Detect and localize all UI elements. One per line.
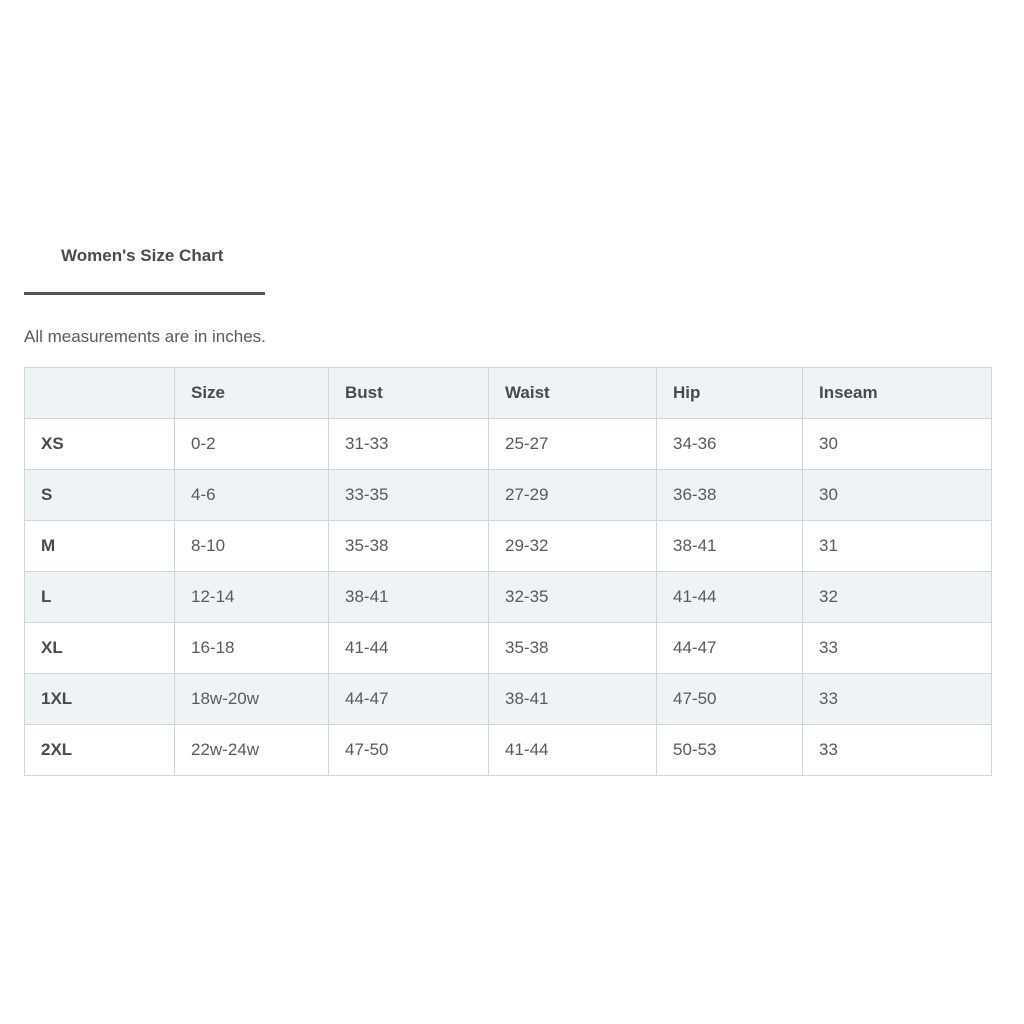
column-header-bust: Bust bbox=[329, 368, 489, 419]
column-header-size: Size bbox=[175, 368, 329, 419]
hip-cell: 41-44 bbox=[657, 572, 803, 623]
column-header-waist: Waist bbox=[489, 368, 657, 419]
table-header-row bbox=[25, 368, 992, 419]
size-label-cell: XL bbox=[25, 623, 175, 674]
table-row bbox=[25, 674, 992, 725]
size-label-cell: 1XL bbox=[25, 674, 175, 725]
hip-cell: 36-38 bbox=[657, 470, 803, 521]
bust-cell: 47-50 bbox=[329, 725, 489, 776]
table-row bbox=[25, 470, 992, 521]
waist-cell: 38-41 bbox=[489, 674, 657, 725]
bust-cell: 33-35 bbox=[329, 470, 489, 521]
size-cell: 22w-24w bbox=[175, 725, 329, 776]
tab-label: Women's Size Chart bbox=[61, 246, 224, 265]
size-chart-table bbox=[24, 367, 992, 776]
size-label-cell: XS bbox=[25, 419, 175, 470]
table-row bbox=[25, 725, 992, 776]
waist-cell: 35-38 bbox=[489, 623, 657, 674]
inseam-cell: 31 bbox=[803, 521, 992, 572]
table-row bbox=[25, 623, 992, 674]
inseam-cell: 32 bbox=[803, 572, 992, 623]
size-label-cell: 2XL bbox=[25, 725, 175, 776]
bust-cell: 41-44 bbox=[329, 623, 489, 674]
table-row bbox=[25, 419, 992, 470]
table-row bbox=[25, 521, 992, 572]
size-cell: 8-10 bbox=[175, 521, 329, 572]
column-header-inseam: Inseam bbox=[803, 368, 992, 419]
measurement-note: All measurements are in inches. bbox=[24, 327, 266, 346]
size-cell: 16-18 bbox=[175, 623, 329, 674]
waist-cell: 25-27 bbox=[489, 419, 657, 470]
bust-cell: 44-47 bbox=[329, 674, 489, 725]
inseam-cell: 30 bbox=[803, 419, 992, 470]
hip-cell: 38-41 bbox=[657, 521, 803, 572]
column-header-hip: Hip bbox=[657, 368, 803, 419]
size-cell: 0-2 bbox=[175, 419, 329, 470]
waist-cell: 29-32 bbox=[489, 521, 657, 572]
inseam-cell: 33 bbox=[803, 623, 992, 674]
size-label-cell: M bbox=[25, 521, 175, 572]
hip-cell: 47-50 bbox=[657, 674, 803, 725]
bust-cell: 35-38 bbox=[329, 521, 489, 572]
size-cell: 18w-20w bbox=[175, 674, 329, 725]
size-label-cell: S bbox=[25, 470, 175, 521]
active-tab-underline bbox=[24, 292, 265, 295]
table-row bbox=[25, 572, 992, 623]
bust-cell: 38-41 bbox=[329, 572, 489, 623]
waist-cell: 32-35 bbox=[489, 572, 657, 623]
waist-cell: 41-44 bbox=[489, 725, 657, 776]
waist-cell: 27-29 bbox=[489, 470, 657, 521]
size-label-cell: L bbox=[25, 572, 175, 623]
hip-cell: 44-47 bbox=[657, 623, 803, 674]
tab-womens-size-chart[interactable] bbox=[24, 236, 265, 296]
hip-cell: 34-36 bbox=[657, 419, 803, 470]
size-cell: 12-14 bbox=[175, 572, 329, 623]
hip-cell: 50-53 bbox=[657, 725, 803, 776]
column-header bbox=[25, 368, 175, 419]
size-cell: 4-6 bbox=[175, 470, 329, 521]
inseam-cell: 30 bbox=[803, 470, 992, 521]
inseam-cell: 33 bbox=[803, 725, 992, 776]
inseam-cell: 33 bbox=[803, 674, 992, 725]
bust-cell: 31-33 bbox=[329, 419, 489, 470]
